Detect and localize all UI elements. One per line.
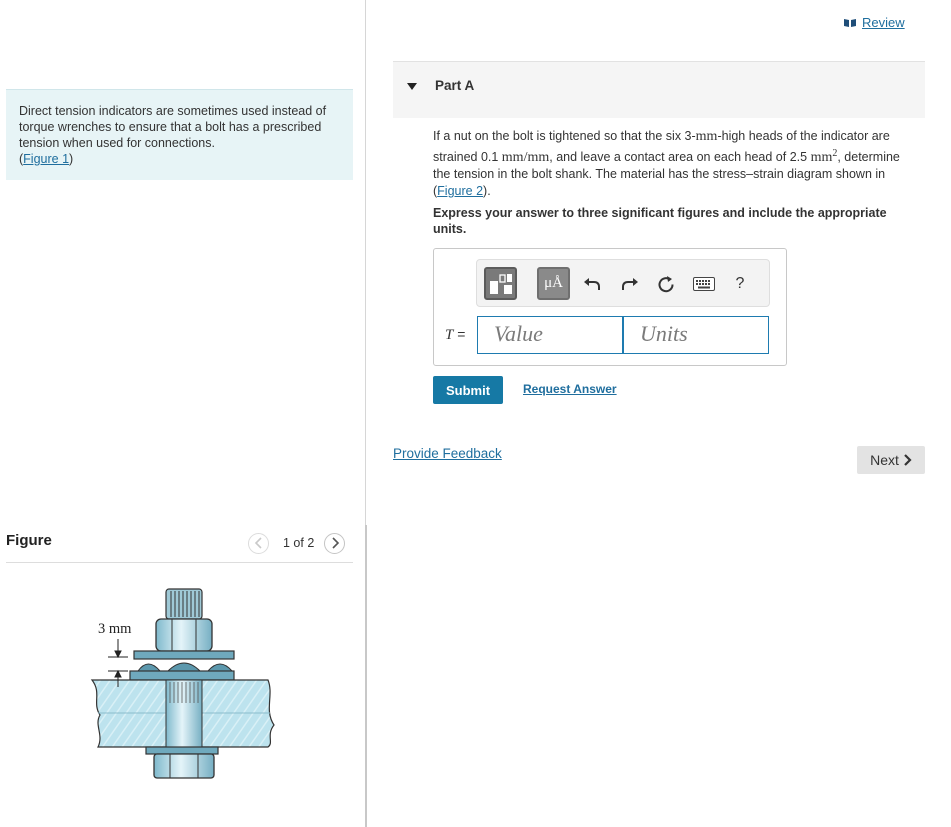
intro-panel: Direct tension indicators are sometimes used instead of torque wrenches to ensure that a bolt has a prescribed tension when used for connections. (Figure 1)	[6, 89, 353, 180]
intro-text: Direct tension indicators are sometimes used instead of torque wrenches to ensure that a bolt has a prescribed tension when used for connections.	[19, 104, 327, 150]
figure-2-link[interactable]: Figure 2	[437, 184, 484, 199]
bolt-head	[154, 754, 214, 778]
question-text: If a nut on the bolt is tightened so that the six 3-mm-high heads of the indicator are strained 0.1 mm/mm, and leave a contact area on each head of 2.5 $mm^2$, determine the tension in the bolt shank. The material has the stress–strain diagram shown in (Figure 2).	[433, 129, 900, 199]
washer	[134, 651, 234, 659]
help-button[interactable]	[729, 273, 751, 295]
units-input[interactable]: Units	[623, 316, 769, 354]
help-icon: ?	[735, 275, 745, 292]
units-button[interactable]	[537, 267, 570, 300]
undo-button[interactable]	[581, 273, 603, 295]
part-a-header[interactable]	[393, 61, 925, 118]
submit-button[interactable]: Submit	[433, 376, 503, 404]
bolt-shank	[166, 680, 202, 747]
review-label[interactable]: Review	[862, 15, 905, 30]
review-link[interactable]	[843, 15, 905, 30]
part-title: Part A	[435, 78, 475, 93]
value-input[interactable]: Value	[477, 316, 623, 354]
chevron-right-icon	[330, 537, 340, 549]
bolt-indicator-figure	[88, 585, 278, 785]
provide-feedback-link[interactable]: Provide Feedback	[393, 446, 502, 461]
figure-1-link[interactable]: Figure 1	[23, 152, 70, 166]
bottom-washer	[146, 747, 218, 754]
next-label: Next	[870, 452, 899, 468]
next-button[interactable]	[857, 446, 925, 474]
templates-button[interactable]	[484, 267, 517, 300]
book-icon	[843, 18, 857, 28]
caret-down-icon	[406, 82, 418, 91]
templates-icon	[489, 273, 513, 295]
panel-resize-handle[interactable]	[365, 525, 367, 827]
undo-icon	[583, 276, 601, 292]
keyboard-button[interactable]	[692, 273, 716, 295]
answer-instruction: Express your answer to three significant figures and include the appropriate units.	[433, 206, 887, 236]
redo-icon	[621, 276, 639, 292]
reset-button[interactable]	[655, 273, 677, 295]
figure-heading: Figure	[6, 532, 52, 549]
dimension-label: 3 mm	[98, 621, 132, 637]
nut	[156, 619, 212, 651]
variable-label: T =	[445, 326, 466, 343]
bolt-thread	[166, 589, 202, 619]
figure-pager	[248, 532, 345, 554]
chevron-right-icon	[903, 454, 912, 466]
figure-next-button[interactable]	[324, 533, 345, 554]
keyboard-icon	[693, 277, 715, 291]
figure-divider	[6, 562, 353, 563]
request-answer-link[interactable]: Request Answer	[523, 382, 617, 396]
figure-prev-button[interactable]	[248, 533, 269, 554]
redo-button[interactable]	[619, 273, 641, 295]
tension-indicator	[130, 663, 234, 680]
units-icon: μÅ	[544, 275, 563, 291]
figure-count: 1 of 2	[283, 536, 315, 550]
chevron-left-icon	[254, 537, 264, 549]
math-toolbar	[476, 259, 770, 307]
reset-icon	[657, 275, 675, 293]
